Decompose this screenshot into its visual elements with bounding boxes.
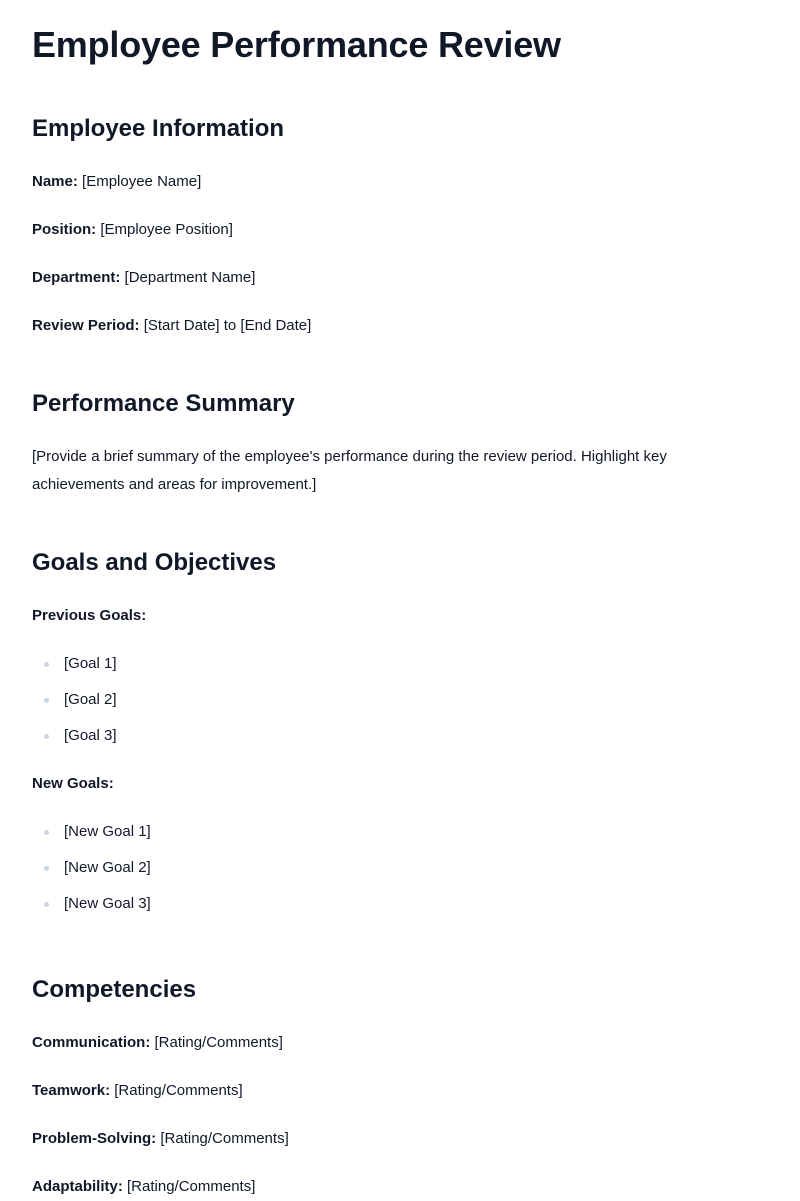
field-label: Position:	[32, 221, 97, 238]
competency-problem-solving	[32, 1125, 768, 1153]
competency-communication	[32, 1029, 768, 1057]
competency-label: Adaptability:	[32, 1178, 123, 1195]
summary-text: [Provide a brief summary of the employee's performance during the review period. Highlight key achievements and areas for improvement.]	[32, 448, 667, 493]
competency-teamwork	[32, 1077, 768, 1105]
page-title: Employee Performance Review	[32, 24, 561, 65]
competencies-heading: Competencies	[32, 976, 197, 1003]
bullet-icon	[44, 830, 49, 835]
goals-heading: Goals and Objectives	[32, 549, 277, 576]
bullet-icon	[44, 698, 49, 703]
competency-label: Problem-Solving:	[32, 1130, 157, 1147]
field-label: Department:	[32, 269, 121, 286]
bullet-icon	[44, 662, 49, 667]
field-value: [Start Date] to [End Date]	[143, 317, 312, 334]
list-item: [New Goal 2]	[32, 858, 768, 878]
list-item: [Goal 3]	[32, 726, 768, 746]
list-item: [Goal 2]	[32, 690, 768, 710]
competency-value: [Rating/Comments]	[127, 1178, 256, 1195]
field-position	[32, 216, 768, 244]
competency-adaptability	[32, 1173, 768, 1201]
field-name	[32, 168, 768, 196]
employee-info-heading: Employee Information	[32, 115, 285, 142]
list-item: [Goal 1]	[32, 654, 768, 674]
competency-label: Teamwork:	[32, 1082, 111, 1099]
field-review-period	[32, 312, 768, 340]
competency-label: Communication:	[32, 1034, 151, 1051]
field-label: Name:	[32, 173, 78, 190]
field-value: [Employee Position]	[100, 221, 233, 238]
field-value: [Department Name]	[124, 269, 256, 286]
new-goals-list	[32, 822, 768, 914]
list-item: [New Goal 3]	[32, 894, 768, 914]
field-label: Review Period:	[32, 317, 140, 334]
competency-value: [Rating/Comments]	[154, 1034, 283, 1051]
list-item: [New Goal 1]	[32, 822, 768, 842]
field-department	[32, 264, 768, 292]
competency-value: [Rating/Comments]	[114, 1082, 243, 1099]
previous-goals-label: Previous Goals:	[32, 607, 147, 624]
bullet-icon	[44, 866, 49, 871]
bullet-icon	[44, 734, 49, 739]
field-value: [Employee Name]	[82, 173, 202, 190]
new-goals-label: New Goals:	[32, 775, 114, 792]
previous-goals-list	[32, 654, 768, 746]
bullet-icon	[44, 902, 49, 907]
summary-heading: Performance Summary	[32, 390, 295, 417]
competency-value: [Rating/Comments]	[160, 1130, 289, 1147]
